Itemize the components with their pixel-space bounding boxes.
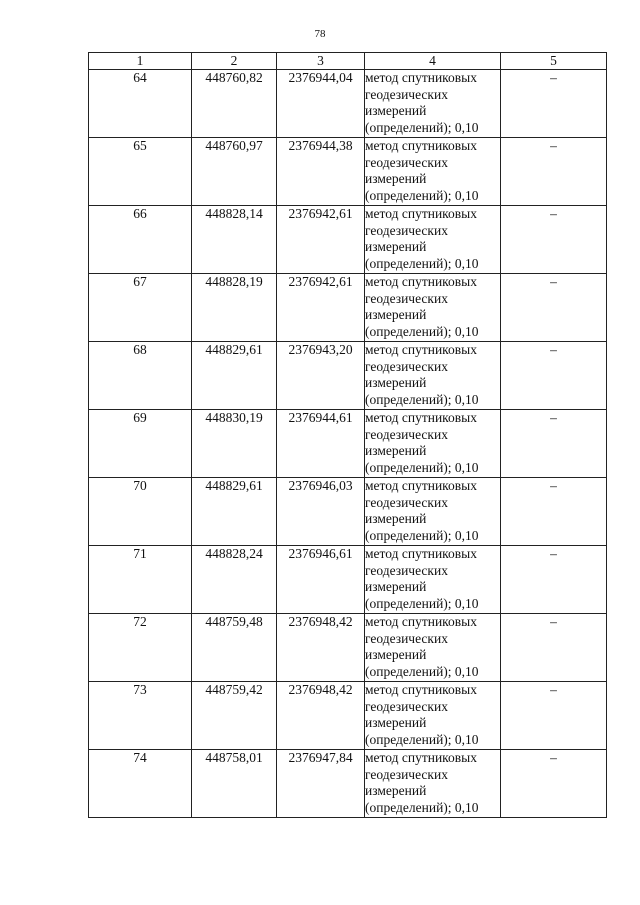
method-line: геодезических [365, 494, 448, 510]
method-line: (определений); 0,10 [365, 255, 479, 271]
method-line: измерений [365, 783, 427, 798]
point-number-cell: 72 [89, 614, 192, 682]
method-line: геодезических [365, 290, 448, 306]
method-line: геодезических [365, 698, 448, 714]
method-line: геодезических [365, 630, 448, 646]
table-row [89, 614, 607, 682]
page-number: 78 [314, 28, 326, 40]
method-line: метод спутниковых [365, 546, 477, 561]
method-line: (определений); 0,10 [365, 323, 479, 339]
method-line: (определений); 0,10 [365, 119, 479, 135]
method-line: (определений); 0,10 [365, 799, 479, 815]
method-cell [365, 206, 501, 274]
method-line: метод спутниковых [365, 274, 477, 289]
method-cell [365, 138, 501, 206]
column-header: 1 [89, 53, 192, 70]
point-number-cell: 66 [89, 206, 192, 274]
table-row [89, 70, 607, 138]
method-line: геодезических [365, 766, 448, 782]
method-line: (определений); 0,10 [365, 459, 479, 475]
note-cell: – [501, 478, 607, 546]
method-line: измерений [365, 647, 427, 662]
method-line: геодезических [365, 86, 448, 102]
x-coordinate-cell: 448758,01 [192, 750, 277, 818]
note-cell: – [501, 206, 607, 274]
point-number-cell: 71 [89, 546, 192, 614]
method-line: измерений [365, 103, 427, 118]
method-line: метод спутниковых [365, 410, 477, 425]
method-line: геодезических [365, 154, 448, 170]
method-line: геодезических [365, 426, 448, 442]
x-coordinate-cell: 448828,19 [192, 274, 277, 342]
table-row [89, 138, 607, 206]
note-cell: – [501, 546, 607, 614]
point-number-cell: 68 [89, 342, 192, 410]
method-line: метод спутниковых [365, 682, 477, 697]
method-line: геодезических [365, 222, 448, 238]
note-cell: – [501, 682, 607, 750]
method-line: измерений [365, 307, 427, 322]
y-coordinate-cell: 2376946,61 [277, 546, 365, 614]
column-header: 2 [192, 53, 277, 70]
y-coordinate-cell: 2376944,38 [277, 138, 365, 206]
x-coordinate-cell: 448828,14 [192, 206, 277, 274]
method-line: измерений [365, 511, 427, 526]
y-coordinate-cell: 2376946,03 [277, 478, 365, 546]
method-cell [365, 614, 501, 682]
method-cell [365, 274, 501, 342]
point-number-cell: 70 [89, 478, 192, 546]
x-coordinate-cell: 448830,19 [192, 410, 277, 478]
table-row [89, 274, 607, 342]
method-line: геодезических [365, 562, 448, 578]
table-row [89, 682, 607, 750]
column-header: 5 [501, 53, 607, 70]
note-cell: – [501, 410, 607, 478]
method-line: измерений [365, 579, 427, 594]
x-coordinate-cell: 448828,24 [192, 546, 277, 614]
x-coordinate-cell: 448829,61 [192, 478, 277, 546]
method-cell [365, 410, 501, 478]
point-number-cell: 73 [89, 682, 192, 750]
method-line: (определений); 0,10 [365, 527, 479, 543]
x-coordinate-cell: 448760,97 [192, 138, 277, 206]
column-header: 4 [365, 53, 501, 70]
y-coordinate-cell: 2376944,04 [277, 70, 365, 138]
point-number-cell: 67 [89, 274, 192, 342]
table-row [89, 478, 607, 546]
method-cell [365, 342, 501, 410]
table-row [89, 546, 607, 614]
x-coordinate-cell: 448760,82 [192, 70, 277, 138]
method-line: метод спутниковых [365, 478, 477, 493]
coordinates-table [88, 52, 607, 818]
method-line: геодезических [365, 358, 448, 374]
method-line: измерений [365, 443, 427, 458]
note-cell: – [501, 614, 607, 682]
method-line: измерений [365, 171, 427, 186]
note-cell: – [501, 750, 607, 818]
method-line: метод спутниковых [365, 342, 477, 357]
method-line: метод спутниковых [365, 70, 477, 85]
method-cell [365, 478, 501, 546]
point-number-cell: 64 [89, 70, 192, 138]
column-header: 3 [277, 53, 365, 70]
method-line: метод спутниковых [365, 614, 477, 629]
method-line: (определений); 0,10 [365, 595, 479, 611]
method-line: метод спутниковых [365, 206, 477, 221]
table-row [89, 410, 607, 478]
method-line: измерений [365, 715, 427, 730]
y-coordinate-cell: 2376942,61 [277, 206, 365, 274]
x-coordinate-cell: 448829,61 [192, 342, 277, 410]
y-coordinate-cell: 2376947,84 [277, 750, 365, 818]
method-line: измерений [365, 239, 427, 254]
point-number-cell: 74 [89, 750, 192, 818]
method-cell [365, 682, 501, 750]
method-line: измерений [365, 375, 427, 390]
point-number-cell: 69 [89, 410, 192, 478]
method-cell [365, 70, 501, 138]
note-cell: – [501, 342, 607, 410]
x-coordinate-cell: 448759,48 [192, 614, 277, 682]
table-header-row [89, 53, 607, 70]
table-row [89, 750, 607, 818]
method-line: (определений); 0,10 [365, 731, 479, 747]
table-row [89, 206, 607, 274]
note-cell: – [501, 70, 607, 138]
note-cell: – [501, 138, 607, 206]
method-line: (определений); 0,10 [365, 187, 479, 203]
method-cell [365, 546, 501, 614]
y-coordinate-cell: 2376948,42 [277, 614, 365, 682]
x-coordinate-cell: 448759,42 [192, 682, 277, 750]
method-line: метод спутниковых [365, 750, 477, 765]
y-coordinate-cell: 2376943,20 [277, 342, 365, 410]
method-cell [365, 750, 501, 818]
table-row [89, 342, 607, 410]
point-number-cell: 65 [89, 138, 192, 206]
y-coordinate-cell: 2376948,42 [277, 682, 365, 750]
method-line: (определений); 0,10 [365, 391, 479, 407]
note-cell: – [501, 274, 607, 342]
method-line: (определений); 0,10 [365, 663, 479, 679]
y-coordinate-cell: 2376944,61 [277, 410, 365, 478]
y-coordinate-cell: 2376942,61 [277, 274, 365, 342]
method-line: метод спутниковых [365, 138, 477, 153]
